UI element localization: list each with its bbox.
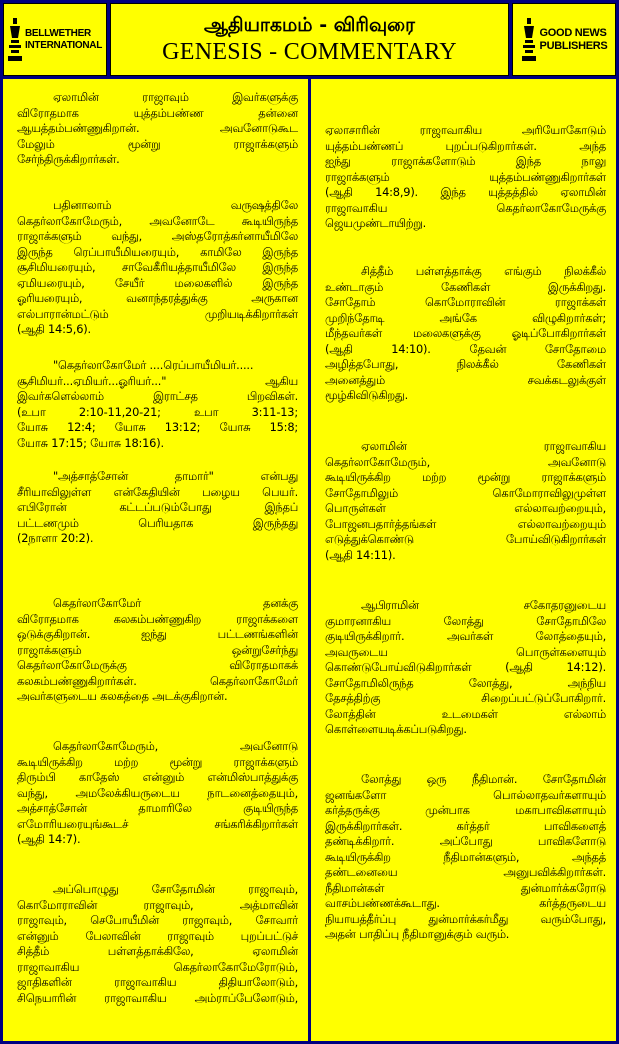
text-line: இவர்களெல்லாம் இராட்சத பிறவிகள். (17, 389, 298, 403)
text-line: தண்டனையை அனுபவிக்கிறார்கள். (325, 865, 606, 879)
text-line: கெதர்லாகோமேரும், அவனோடு (325, 454, 606, 469)
paragraph (325, 264, 606, 404)
text-line: கொமோராவின் ராஜாவும், அத்மாவின் (17, 897, 298, 912)
paragraph (325, 439, 606, 563)
text-line: சூசிமியரையும், சாவேகீரியத்தாயீமிலே இருந்த (17, 260, 298, 274)
text-line: தேசத்திற்கு சிறைப்பட்டுப்போகிறார். (325, 691, 606, 705)
text-line: அத்சாத்சோன் தாமாரிலே குடியிருந்த (17, 801, 298, 815)
text-line: அவர்களுடைய கலகத்தை அடக்குகிறான். (17, 689, 228, 703)
text-line: சோதோம் கொமோராவின் ராஜாக்கள் (325, 295, 606, 309)
text-line: தண்டிக்கிறார். அப்போது பாவிகளோடு (325, 834, 606, 848)
right-column (311, 79, 616, 1041)
text-line: எபிரோன் கட்டப்படும்போது இந்தப் (17, 500, 298, 514)
text-line: மேலும் மூன்று ராஜாக்களும் (17, 136, 298, 151)
title-english: GENESIS - COMMENTARY (162, 38, 457, 65)
title-block (110, 3, 509, 76)
paragraph (325, 772, 606, 943)
text-line: ஐந்து ராஜாக்களோடும் இந்த நாலு (325, 154, 606, 168)
text-line: ஆபிராமின் சகோதரனுடைய (361, 598, 606, 612)
text-line: கர்த்தருக்கு முன்பாக மகாபாவிகளாயும் (325, 803, 606, 817)
text-line: கூடியிருக்கிற மற்ற மூன்று ராஜாக்களும் (325, 470, 606, 484)
text-line: ஏலாசாரின் ராஜாவாகிய அரியோகோடும் (325, 123, 606, 137)
text-line: அவருடைய பொருள்களையும் (325, 644, 606, 659)
text-line: (உபா 2:10-11,20-21; உபா 3:11-13; (17, 404, 298, 419)
text-line: வாசம்பண்ணக்கூடாது. கர்த்தருடைய (325, 896, 606, 910)
text-line: ஓரியரையும், வனாந்தரத்துக்கு அருகான (17, 291, 298, 305)
text-line: அதன் பாதிப்பு நீதிமானுக்கும் வரும். (325, 927, 510, 941)
text-line: (ஆதி 14:10). தேவன் சோதோமை (325, 341, 606, 356)
text-line: இருந்த ரெப்பாயீமியரையும், காமிலே இருந்த (17, 244, 298, 259)
text-line: சீரியாவிலுள்ள என்கேதியின் பழைய பெயர். (17, 484, 298, 499)
text-line: கெதர்லாகோமேருக்கு விரோதமாகக் (17, 658, 298, 672)
text-line: ராஜாவாகிய கெதர்லாகோமேருக்கு (325, 200, 606, 215)
bell-tower-icon (8, 18, 22, 62)
bellwether-logo (3, 3, 107, 76)
logo-line-1: GOOD NEWS (539, 26, 607, 39)
text-line: "அத்சாத்சோன் தாமார்" என்பது (53, 469, 298, 483)
text-line: ஆயத்தம்பண்ணுகிறான். அவனோடுகூட (17, 121, 298, 135)
text-line: கலகம்பண்ணுகிறார்கள். கெதர்லாகோமேர் (17, 673, 298, 688)
text-line: யோசு 17:15; யோசு 18:16). (17, 435, 164, 450)
text-line: குமாரனாகிய லோத்து சோதோமிலே (325, 613, 606, 628)
text-line: லோத்து ஒரு நீதிமான். சோதோமின் (361, 772, 606, 786)
text-line: பொருள்கள் எல்லாவற்றையும், (325, 501, 606, 515)
text-line: (ஆதி 14:7). (17, 832, 81, 846)
text-line: ஏலாமின் ராஜாவும் இவர்களுக்கு (53, 90, 298, 104)
text-line: அனைத்தும் சவக்கடலுக்குள் (325, 372, 606, 387)
text-line: யுத்தம்பண்ணப் புறப்படுகிறார்கள். அந்த (325, 138, 606, 153)
text-line: (2நாளா 20:2). (17, 531, 94, 545)
paragraph (17, 882, 298, 1006)
text-line: விரோதமாக கலகம்பண்ணுகிற ராஜாக்களை (17, 611, 298, 626)
text-line: சித்தீம் பள்ளத்தாக்கு எங்கும் நிலக்கீல் (361, 264, 606, 278)
paragraph (17, 358, 298, 451)
paragraph (17, 469, 298, 547)
good-news-logo (512, 3, 616, 76)
paragraph (325, 598, 606, 738)
text-line: கொண்டுபோய்விடுகிறார்கள் (ஆதி 14:12). (325, 660, 606, 674)
text-line: மூழ்கிவிடுகிறது. (325, 388, 409, 402)
text-line: எல்பாரான்மட்டும் முறியடிக்கிறார்கள் (17, 306, 298, 321)
text-line: மீந்தவர்கள் மலைகளுக்கு ஓடிப்போகிறார்கள் (325, 326, 606, 340)
text-line: ஏமியரையும், சேயீர் மலைகளில் இருந்த (17, 275, 298, 290)
text-line: கூடியிருக்கிற நீதிமான்களும், அந்தத் (325, 849, 606, 864)
text-line: ஜனங்களோ பொல்லாதவர்களாயும் (325, 787, 606, 802)
text-line: திரும்பி காதேஸ் என்னும் என்மிஸ்பாத்துக்கு (17, 770, 298, 784)
text-line: கெதர்லாகோமேரும், அவனோடே கூடியிருந்த (17, 213, 298, 228)
text-line: ராஜாக்களும் யுத்தம்பண்ணுகிறார்கள் (325, 169, 606, 184)
text-line: கெதர்லாகோமேரும், அவனோடு (53, 739, 298, 753)
page-header (3, 3, 616, 76)
text-line: ராஜாவும், செபோயீமின் ராஜாவும், சோவார் (17, 913, 298, 927)
text-line: உண்டாகும் கேணிகள் இருக்கிறது. (325, 279, 606, 294)
logo-line-2: PUBLISHERS (539, 39, 608, 52)
title-tamil: ஆதியாகமம் - விரிவுரை (204, 13, 415, 36)
text-line: விரோதமாக யுத்தம்பண்ண தன்னை (17, 105, 298, 120)
text-line: என்னும் பேலாவின் ராஜாவும் புறப்பட்டுச் (17, 928, 298, 943)
text-line: ஜெயமுண்டாயிற்று. (325, 216, 427, 230)
text-line: கொள்ளையடிக்கப்படுகிறது. (325, 722, 467, 736)
text-line: சேர்ந்திருக்கிறார்கள். (17, 152, 120, 166)
paragraph (17, 739, 298, 848)
text-line: ராஜாக்களும் வந்து, அஸ்தரோத்கர்னாயீமிலே (17, 229, 298, 243)
text-line: சித்தீம் பள்ளத்தாக்கிலே, ஏலாமின் (17, 944, 298, 958)
text-line: எடுத்துக்கொண்டு போய்விடுகிறார்கள் (325, 532, 606, 546)
paragraph (17, 198, 298, 338)
text-line: பதினாலாம் வருஷத்திலே (53, 198, 298, 212)
text-line: போஜனபதார்த்தங்கள் எல்லாவற்றையும் (325, 516, 606, 531)
text-line: எமோரியரையுங்கூடச் சங்கரிக்கிறார்கள் (17, 816, 298, 831)
text-line: ராஜாவாகிய கெதர்லாகோமேரோடும், (17, 959, 298, 974)
text-line: இருக்கிறார்கள். கர்த்தர் பாவிகளைத் (325, 818, 606, 833)
text-line: யோசு 12:4; யோசு 13:12; யோசு 15:8; (17, 420, 298, 434)
text-line: கூடியிருக்கிற மற்ற மூன்று ராஜாக்களும் (17, 754, 298, 769)
text-line: (ஆதி 14:11). (325, 547, 396, 562)
bell-tower-icon (521, 18, 537, 62)
paragraph (325, 123, 606, 232)
text-line: சிநெயாரின் ராஜாவாகிய அம்ராப்பேலோடும், (17, 990, 298, 1005)
text-line: நீதிமான்கள் துன்மார்க்கரோடு (325, 880, 606, 895)
text-line: ராஜாக்களும் ஒன்றுசேர்ந்து (17, 642, 298, 657)
paragraph (17, 90, 298, 168)
text-line: (ஆதி 14:8,9). இந்த யுத்தத்தில் ஏலாமின் (325, 185, 606, 199)
text-line: குடியிருக்கிறார். அவர்கள் லோத்தையும், (325, 629, 606, 643)
text-line: சோதோமிலும் கொமோராவிலுமுள்ள (325, 485, 606, 500)
text-line: வந்து, அமலேக்கியருடைய நாடனைத்தையும், (17, 785, 298, 800)
text-line: சூசிமியர்...ஏமியர்...ஓரியர்..." ஆகிய (17, 373, 298, 388)
text-line: லோத்தின் உடமைகள் எல்லாம் (325, 706, 606, 721)
text-line: அப்பொழுது சோதோமின் ராஜாவும், (53, 882, 298, 896)
logo-line-1: BELLWETHER (24, 27, 91, 39)
text-line: (ஆதி 14:5,6). (17, 322, 91, 336)
left-column (3, 79, 308, 1041)
logo-line-2: INTERNATIONAL (24, 39, 103, 51)
text-line: சோதோமிலிருந்த லோத்து, அந்நிய (325, 675, 606, 690)
text-line: அழித்தபோது, நிலக்கீல் கேணிகள் (325, 357, 606, 371)
paragraph (17, 596, 298, 705)
text-line: ஒடுக்குகிறான். ஐந்து பட்டணங்களின் (17, 627, 298, 641)
text-line: முறிந்தோடி அங்கே விழுகிறார்கள்; (325, 310, 606, 325)
text-line: கெதர்லாகோமேர் தனக்கு (53, 596, 298, 610)
text-line: ஜாதிகளின் ராஜாவாகிய திதியாலோடும், (17, 975, 298, 989)
text-line: நியாயத்தீர்ப்பு துன்மார்க்கர்மீது வரும்போது, (325, 911, 606, 926)
text-line: பட்டணமும் பெரியதாக இருந்தது (17, 515, 298, 530)
text-line: "கெதர்லாகோமேர் ....ரெப்பாயீமியர்..... (53, 358, 254, 372)
text-line: ஏலாமின் ராஜாவாகிய (361, 439, 606, 453)
